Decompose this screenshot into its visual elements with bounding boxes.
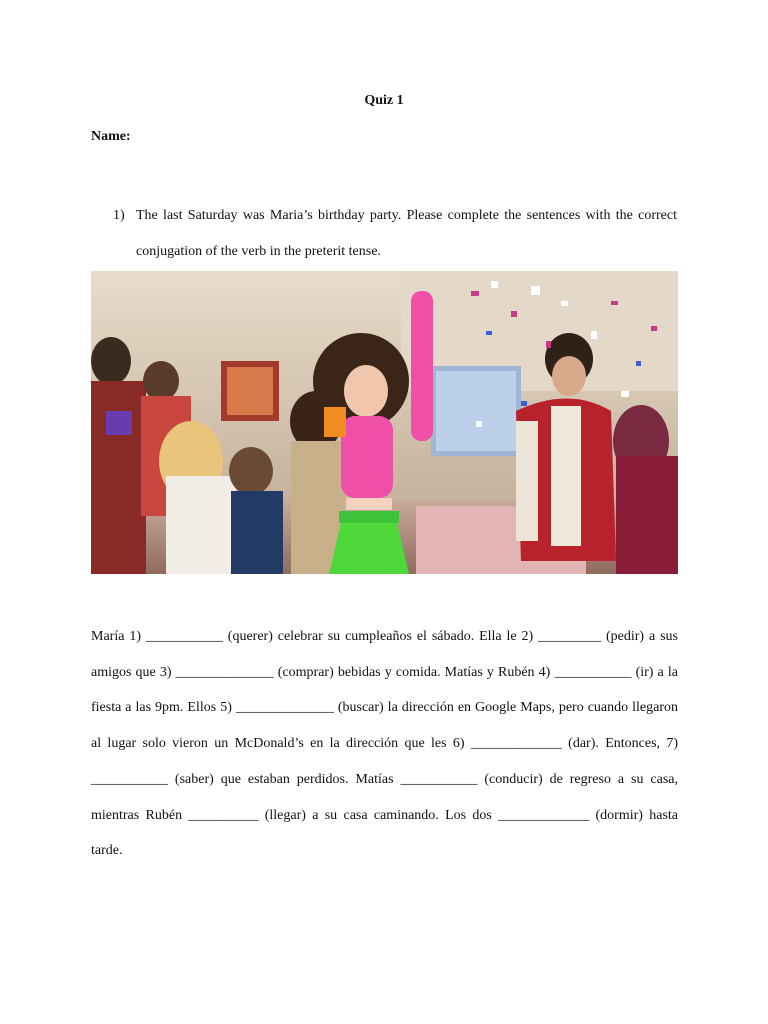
answer-blank: ___________ bbox=[400, 771, 478, 787]
question-number: 1) bbox=[113, 208, 125, 223]
answer-blank: ______________ bbox=[175, 664, 274, 680]
fill-in-passage bbox=[91, 619, 678, 869]
page-title: Quiz 1 bbox=[364, 93, 404, 108]
answer-blank: ___________ bbox=[145, 629, 223, 644]
passage-text: (llegar) a su casa caminando. Los dos bbox=[258, 807, 499, 823]
passage-text: (dar). Entonces, 7) bbox=[561, 736, 678, 752]
question-1 bbox=[113, 198, 677, 270]
answer-blank: _________ bbox=[538, 629, 602, 644]
answer-blank: ___________ bbox=[91, 771, 168, 787]
answer-blank: _____________ bbox=[498, 807, 590, 823]
passage-text: (pedir) a sus amigos que 3) bbox=[91, 629, 678, 680]
passage-text: (saber) que estaban perdidos. Matías bbox=[168, 771, 401, 787]
passage-text: (comprar) bebidas y comida. Matías y Rubén 4) bbox=[273, 664, 555, 680]
name-label: Name: bbox=[91, 129, 131, 144]
question-text: The last Saturday was Maria’s birthday party. Please complete the sentences with the correct conjugation of the verb in the preterit tense. bbox=[136, 208, 677, 259]
passage-text: (conducir) de regreso a su casa, mientras Rubén bbox=[91, 771, 678, 823]
answer-blank: ______________ bbox=[235, 700, 334, 716]
passage-text: (ir) a la fiesta a las 9pm. Ellos 5) bbox=[91, 664, 678, 716]
passage-text: (buscar) la dirección en Google Maps, pero cuando llegaron al lugar solo vieron un McDonald’s en la dirección que les 6) bbox=[91, 700, 678, 752]
answer-blank: ___________ bbox=[554, 664, 632, 680]
answer-blank: _____________ bbox=[470, 736, 562, 752]
party-photo-icon bbox=[91, 271, 678, 574]
party-photo bbox=[91, 271, 678, 574]
answer-blank: __________ bbox=[188, 807, 259, 823]
passage-text: María 1) bbox=[91, 629, 146, 644]
passage-text: (dormir) hasta tarde. bbox=[91, 807, 678, 859]
passage-text: (querer) celebrar su cumpleaños el sábado. Ella le 2) bbox=[222, 629, 539, 644]
